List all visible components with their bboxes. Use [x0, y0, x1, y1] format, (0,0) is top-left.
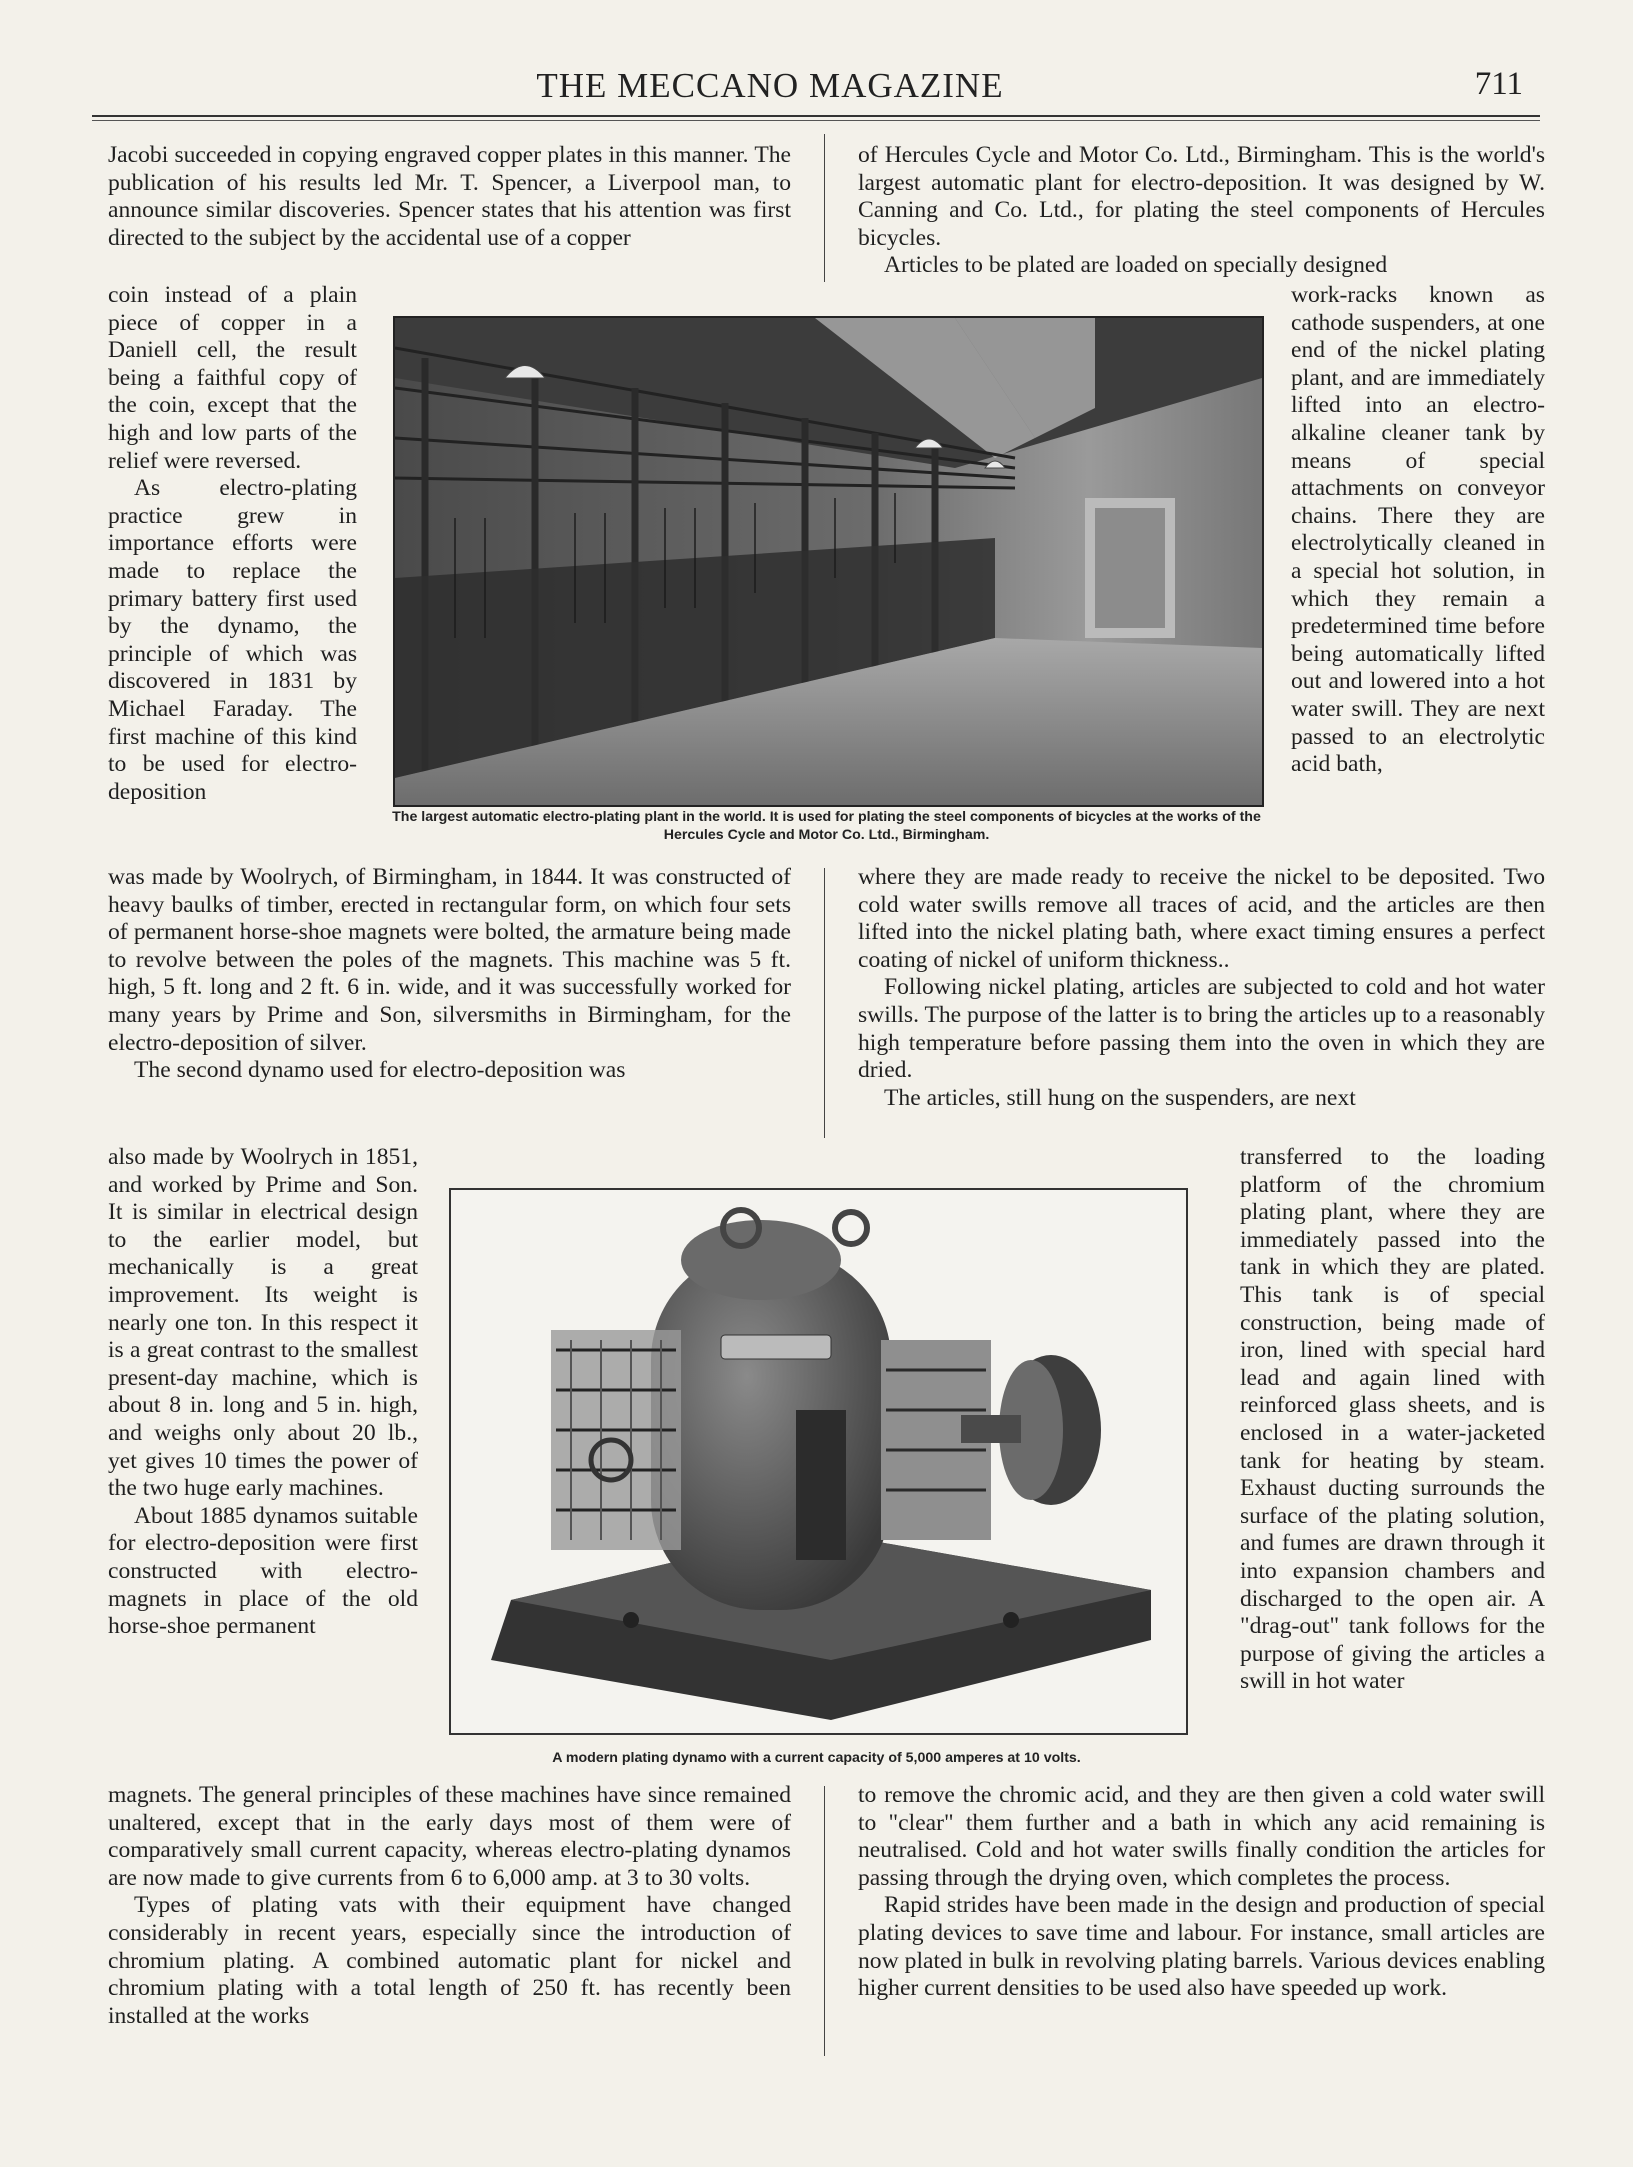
paragraph: magnets. The general principles of these machines have since remained unaltered, except that in the early days most of them were of comparatively small current capacity, whereas electro-plating dynamos are now made to give currents from 6 to 6,000 amp. at 3 to 30 volts. — [108, 1782, 791, 1891]
column-rule-lower — [824, 1786, 825, 2056]
plating-dynamo-caption: A modern plating dynamo with a current capacity of 5,000 amperes at 10 volts. — [552, 1750, 1081, 1766]
right-text-beside-dynamo-photo — [1240, 1144, 1545, 1696]
column-rule-middle — [824, 868, 825, 1138]
left-text-beside-dynamo-photo — [108, 1144, 418, 1641]
paragraph: Types of plating vats with their equipment have changed considerably in recent years, especially since the introduction of chromium plating. A combined automatic plant for nickel and chromium plating with a total length of 250 ft. has recently been installed at the works — [108, 1892, 791, 2029]
left-text-top — [108, 142, 791, 252]
right-text-bottom — [858, 1782, 1545, 2003]
page-number: 711 — [1474, 66, 1523, 102]
paragraph: The articles, still hung on the suspenders, are next — [884, 1084, 1356, 1111]
paragraph: was made by Woolrych, of Birmingham, in 1844. It was constructed of heavy baulks of timber, erected in rectangular form, on which four sets of permanent horse-shoe magnets were bolted, the armature being made to revolve between the poles of the magnets. This machine was 5 ft. high, 5 ft. long and 2 ft. 6 in. wide, and it was successfully worked for many years by Prime and Son, silversmiths in Birmingham, for the electro-deposition of silver. — [108, 864, 791, 1056]
left-text-bottom — [108, 1782, 791, 2030]
right-text-middle — [858, 864, 1545, 1112]
header-rule — [92, 115, 1540, 117]
paragraph: where they are made ready to receive the nickel to be deposited. Two cold water swills remove all traces of acid, and the articles are then lifted into the nickel plating bath, where exact timing ensures a perfect coating of nickel of uniform thickness.. — [858, 864, 1545, 973]
paragraph: work-racks known as cathode suspenders, at one end of the nickel plating plant, and are immediately lifted into an electro-alkaline cleaner tank by means of special attachments on conveyor chains. There they are electrolytically cleaned in a special hot solution, in which they remain a predetermined time before being automatically lifted out and lowered into a hot water swill. They are next passed to an electrolytic acid bath, — [1291, 282, 1545, 778]
plating-dynamo-photo — [449, 1188, 1188, 1735]
paragraph: of Hercules Cycle and Motor Co. Ltd., Birmingham. This is the world's largest automatic plant for electro-deposition. It was designed by W. Canning and Co. Ltd., for plating the steel components of Hercules bicycles. — [858, 142, 1545, 251]
right-text-top — [858, 142, 1545, 280]
paragraph: As electro-plating practice grew in importance efforts were made to replace the primary battery first used by the dynamo, the principle of which was discovered in 1831 by Michael Faraday. The first machine of this kind to be used for electro-deposition — [108, 475, 357, 805]
plating-dynamo-illustration — [451, 1190, 1186, 1733]
paragraph: also made by Woolrych in 1851, and worked by Prime and Son. It is similar in electrical design to the earlier model, but mechanically is a great improvement. Its weight is nearly one ton. In this respect it is a great contrast to the smallest present-day machine, which is about 8 in. long and 5 in. high, and weighs only about 20 lb., yet gives 10 times the power of the two huge early machines. — [108, 1144, 418, 1502]
paragraph: to remove the chromic acid, and they are then given a cold water swill to "clear" them further and a bath in which any acid remaining is neutralised. Cold and hot water swills finally condition the articles for passing through the drying oven, which completes the process. — [858, 1782, 1545, 1891]
paragraph: Articles to be plated are loaded on specially designed — [884, 252, 1388, 279]
paragraph: transferred to the loading platform of the chromium plating plant, where they are immediately passed into the tank in which they are plated. This tank is of special construction, being made of iron, lined with special hard lead and again lined with reinforced glass sheets, and is enclosed in a water-jacketed tank for heating by steam. Exhaust ducting surrounds the surface of the plating solution, and fumes are drawn through it into expansion chambers and discharged to the open air. A "drag-out" tank follows for the purpose of giving the articles a swill in hot water — [1240, 1144, 1545, 1695]
paragraph: Rapid strides have been made in the design and production of special plating devices to save time and labour. For instance, small articles are now plated in bulk in revolving plating barrels. Various devices enabling higher current densities to be used also have speeded up work. — [858, 1892, 1545, 2002]
paragraph: coin instead of a plain piece of copper in a Daniell cell, the result being a faithful copy of the coin, except that the high and low parts of the relief were reversed. — [108, 282, 357, 474]
paragraph: About 1885 dynamos suitable for electro-deposition were first constructed with electro-magnets in place of the old horse-shoe permanent — [108, 1502, 418, 1640]
left-text-middle — [108, 864, 791, 1085]
right-text-beside-plant-photo — [1291, 282, 1545, 779]
plating-plant-caption: The largest automatic electro-plating plant in the world. It is used for plating the steel components of bicycles at the works of the Hercules Cycle and Motor Co. Ltd., Birmingham. — [392, 809, 1261, 843]
plating-plant-illustration — [395, 318, 1262, 805]
header-rule-thin — [92, 120, 1540, 121]
column-rule-upper — [824, 134, 825, 282]
paragraph: The second dynamo used for electro-deposition was — [134, 1057, 626, 1084]
plating-plant-photo — [393, 316, 1264, 807]
paragraph: Following nickel plating, articles are subjected to cold and hot water swills. The purpose of the latter is to bring the articles up to a reasonably high temperature before passing them into the oven in which they are dried. — [858, 974, 1545, 1084]
paragraph: Jacobi succeeded in copying engraved copper plates in this manner. The publication of his results led Mr. T. Spencer, a Liverpool man, to announce similar discoveries. Spencer states that his attention was first directed to the subject by the accidental use of a copper — [108, 142, 791, 251]
magazine-title: THE MECCANO MAGAZINE — [536, 66, 1004, 105]
left-text-beside-plant-photo — [108, 282, 357, 806]
